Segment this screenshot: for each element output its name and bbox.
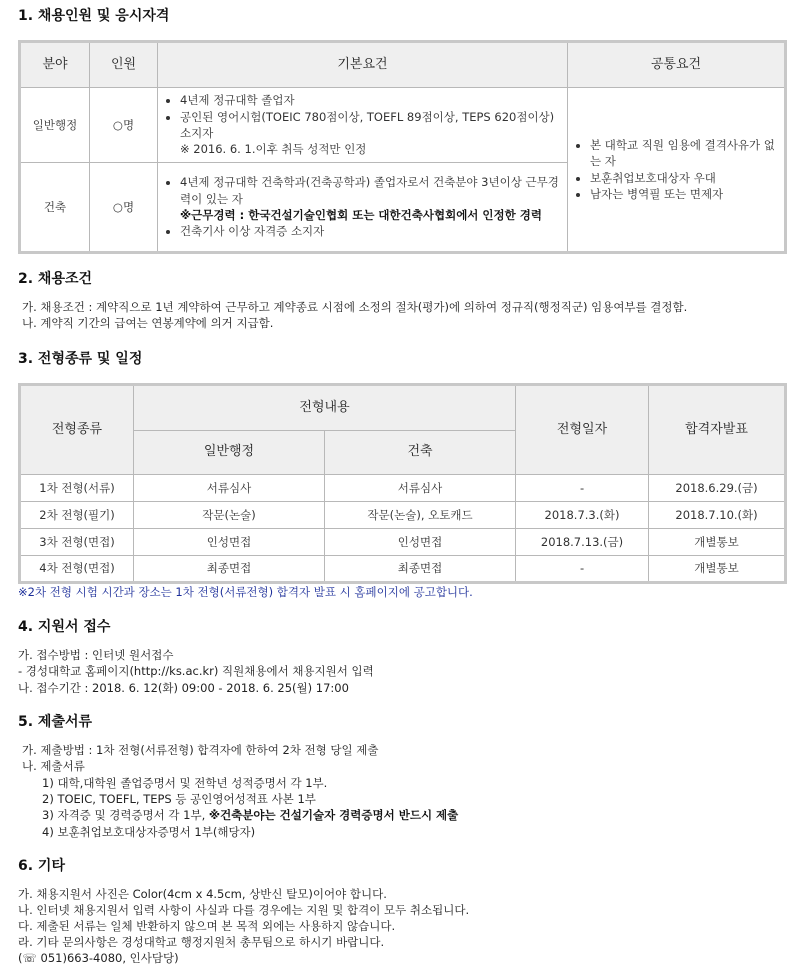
qualification-table [18, 40, 787, 254]
common-req-cell [568, 88, 786, 253]
misc-line: 다. 제출된 서류는 일체 반환하지 않으며 본 목적 외에는 사용하지 않습니다. [18, 919, 396, 933]
cell-general: 작문(논술) [134, 502, 325, 529]
section-2-body [22, 299, 792, 332]
field-arch: 건축 [20, 163, 90, 253]
docs-item: 1) 대학,대학원 졸업증명서 및 전학년 성적증명서 각 1부. [42, 775, 328, 790]
cell-result: 2018.7.10.(화) [649, 502, 786, 529]
misc-line: 라. 기타 문의사항은 경성대학교 행정지원처 총무팀으로 하시기 바랍니다. [18, 935, 385, 949]
section-2-heading: 2. 채용조건 [18, 271, 93, 287]
docs-item [18, 807, 788, 823]
cell-arch: 서류심사 [325, 475, 516, 502]
section-6-body [18, 886, 788, 966]
cell-arch: 인성면접 [325, 529, 516, 556]
basic-req-general [158, 88, 568, 163]
req-note: ※ 2016. 6. 1.이후 취득 성적만 인정 [180, 142, 367, 157]
cell-general: 서류심사 [134, 475, 325, 502]
common-req-item: • 본 대학교 직원 임용에 결격사유가 없는 자 [590, 137, 778, 170]
cell-date: - [516, 556, 649, 583]
misc-line: 나. 인터넷 채용지원서 입력 사항이 사실과 다를 경우에는 지원 및 합격이 모두 취소됩니다. [18, 903, 470, 917]
table-row [20, 529, 786, 556]
cell-arch: 작문(논술), 오토캐드 [325, 502, 516, 529]
section-5-body [18, 742, 788, 840]
cell-general: 인성면접 [134, 529, 325, 556]
table-row [20, 556, 786, 583]
table-row [20, 475, 786, 502]
cell-type: 2차 전형(필기) [20, 502, 134, 529]
req-text: 4년제 정규대학 건축학과(건축공학과) 졸업자로서 건축분야 3년이상 근무경력이 있는 자 [180, 175, 559, 206]
col-header-field: 분야 [20, 42, 90, 88]
section-4-heading: 4. 지원서 접수 [18, 619, 111, 635]
cell-date: - [516, 475, 649, 502]
col-header-arch: 건축 [325, 431, 516, 475]
docs-item-emphasis: ※건축분야는 건설기술자 경력증명서 반드시 제출 [208, 808, 459, 823]
col-header-general: 일반행정 [134, 431, 325, 475]
misc-line: 가. 채용지원서 사진은 Color(4cm x 4.5cm, 상반신 탈모)이어야 합니다. [18, 887, 387, 901]
cell-type: 4차 전형(면접) [20, 556, 134, 583]
section-6-heading: 6. 기타 [18, 858, 65, 874]
cell-type: 3차 전형(면접) [20, 529, 134, 556]
condition-line: 가. 채용조건 : 계약직으로 1년 계약하여 근무하고 계약종료 시점에 소정의 절차(평가)에 의하여 정규직(행정직군) 임용여부를 결정함. [22, 300, 688, 314]
req-item: • 4년제 정규대학 졸업자 [180, 92, 561, 108]
table-row [20, 502, 786, 529]
common-req-item: • 보훈취업보호대상자 우대 [590, 170, 778, 186]
cell-type: 1차 전형(서류) [20, 475, 134, 502]
docs-line: 나. 제출서류 [22, 759, 85, 774]
count-general: ○명 [90, 88, 158, 163]
section-3-heading: 3. 전형종류 및 일정 [18, 351, 143, 367]
col-header-basic-req: 기본요건 [158, 42, 568, 88]
schedule-notice: ※2차 전형 시험 시간과 장소는 1차 전형(서류전형) 합격자 발표 시 홈페이지에 공고합니다. [18, 585, 473, 599]
cell-arch: 최종면접 [325, 556, 516, 583]
cell-result: 개별통보 [649, 529, 786, 556]
basic-req-arch [158, 163, 568, 253]
section-4-body [18, 647, 788, 696]
field-general: 일반행정 [20, 88, 90, 163]
req-item [180, 174, 561, 223]
req-item: • 공인된 영어시험(TOEIC 780점이상, TOEFL 89점이상, TEPS 620점이상) 소지자 [180, 109, 561, 142]
cell-date: 2018.7.3.(화) [516, 502, 649, 529]
col-header-count: 인원 [90, 42, 158, 88]
docs-item-text: 3) 자격증 및 경력증명서 각 1부, [42, 808, 209, 823]
common-req-item: • 남자는 병역필 또는 면제자 [590, 186, 778, 202]
docs-item: 4) 보훈취업보호대상자증명서 1부(해당자) [42, 824, 256, 839]
cell-general: 최종면접 [134, 556, 325, 583]
condition-line: 나. 계약직 기간의 급여는 연봉계약에 의거 지급함. [22, 316, 274, 331]
col-header-result: 합격자발표 [649, 385, 786, 475]
misc-line: (☏ 051)663-4080, 인사담당) [18, 951, 179, 965]
apply-line: 가. 접수방법 : 인터넷 원서접수 [18, 648, 174, 662]
req-item: • 건축기사 이상 자격증 소지자 [180, 223, 561, 239]
section-5-heading: 5. 제출서류 [18, 714, 93, 730]
docs-item: 2) TOEIC, TOEFL, TEPS 등 공인영어성적표 사본 1부 [42, 791, 316, 806]
apply-line: - 경성대학교 홈페이지(http://ks.ac.kr) 직원채용에서 채용지원서 입력 [18, 664, 374, 679]
count-arch: ○명 [90, 163, 158, 253]
cell-result: 개별통보 [649, 556, 786, 583]
cell-date: 2018.7.13.(금) [516, 529, 649, 556]
col-header-date: 전형일자 [516, 385, 649, 475]
col-header-type: 전형종류 [20, 385, 134, 475]
col-header-common-req: 공통요건 [568, 42, 786, 88]
section-1-heading: 1. 채용인원 및 응시자격 [18, 8, 170, 24]
cell-result: 2018.6.29.(금) [649, 475, 786, 502]
schedule-table [18, 383, 787, 584]
docs-line: 가. 제출방법 : 1차 전형(서류전형) 합격자에 한하여 2차 전형 당일 제출 [22, 743, 379, 757]
apply-line: 나. 접수기간 : 2018. 6. 12(화) 09:00 - 2018. 6. 25(월) 17:00 [18, 680, 349, 695]
col-header-content: 전형내용 [134, 385, 516, 431]
req-emphasis: ※근무경력 : 한국건설기술인협회 또는 대한건축사협회에서 인정한 경력 [180, 208, 542, 222]
